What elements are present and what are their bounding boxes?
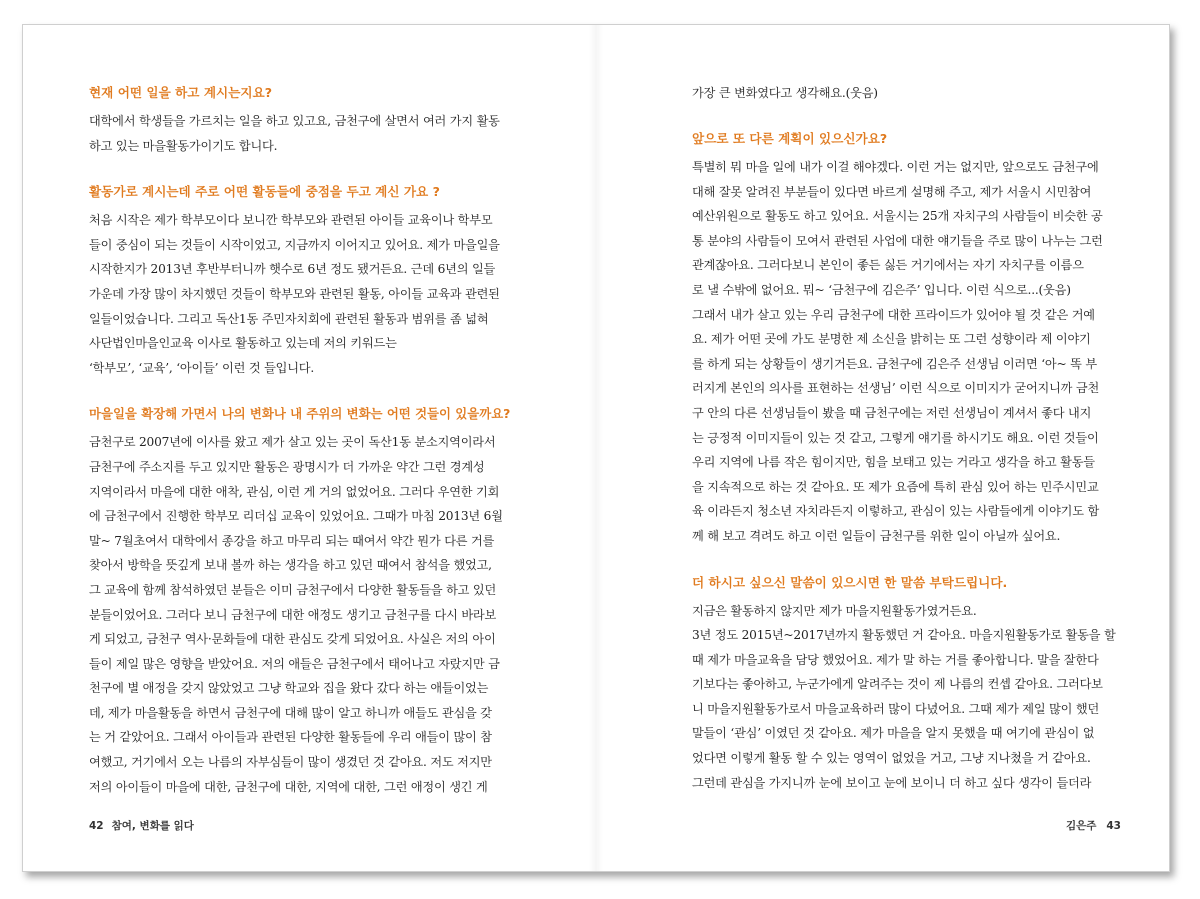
text-line: 3년 정도 2015년~2017년까지 활동했던 거 같아요. 마을지원활동가로 활동을 할 xyxy=(692,628,1116,643)
text-line: 었다면 이렇게 활동 할 수 있는 영역이 없었을 거고, 그냥 지나쳤을 거 같아요. xyxy=(692,751,1091,766)
text-line: 처음 시작은 제가 학부모이다 보니깐 학부모와 관련된 아이들 교육이나 학부모 xyxy=(89,213,493,228)
text-line: 지금은 활동하지 않지만 제가 마을지원활동가였거든요. xyxy=(692,603,977,618)
text-line: 예산위원으로 활동도 하고 있어요. 서울시는 25개 자치구의 사람들이 비슷한 공 xyxy=(692,209,1103,224)
text-line: 금천구로 2007년에 이사를 왔고 제가 살고 있는 곳이 독산1동 분소지역이라서 xyxy=(89,435,496,450)
text-line: 지역이라서 마을에 대한 애착, 관심, 이런 게 거의 없었어요. 그러다 우연한 기회 xyxy=(89,484,500,499)
answer-paragraph xyxy=(692,155,1120,549)
left-page-footer xyxy=(89,818,194,833)
page-number: 43 xyxy=(1106,820,1121,832)
left-page xyxy=(23,25,596,871)
text-line: 시작한지가 2013년 후반부터니까 햇수로 6년 정도 됐거든요. 근데 6년의 일들 xyxy=(89,262,496,277)
text-line: 말~ 7월초여서 대학에서 종강을 하고 마무리 되는 때여서 약간 뭔가 다른 거를 xyxy=(89,533,495,548)
text-line: 에 금천구에서 진행한 학부모 리더십 교육이 있었어요. 그때가 마침 2013년 6월 xyxy=(89,509,503,524)
question-heading: 앞으로 또 다른 계획이 있으신가요? xyxy=(692,131,888,146)
text-line: 께 해 보고 격려도 하고 이런 일들이 금천구를 위한 일이 아닐까 싶어요. xyxy=(692,528,1061,543)
text-line: 저의 아이들이 마을에 대한, 금천구에 대한, 지역에 대한, 그런 애정이 생긴 게 xyxy=(89,779,488,794)
text-line: 그래서 내가 살고 있는 우리 금천구에 대한 프라이드가 있어야 될 것 같은 거예 xyxy=(692,307,1095,322)
answer-paragraph xyxy=(89,109,515,158)
text-line: 하고 있는 마을활동가이기도 합니다. xyxy=(89,138,278,153)
left-page-text-column xyxy=(89,81,515,799)
book-spread xyxy=(22,24,1170,872)
text-line: 러지게 본인의 의사를 표현하는 선생님’ 이런 식으로 이미지가 굳어지니까 금천 xyxy=(692,381,1100,396)
text-line: 관계잖아요. 그러다보니 본인이 좋든 싫든 거기에서는 자기 자치구를 이름으 xyxy=(692,258,1084,273)
question-heading: 현재 어떤 일을 하고 계시는지요? xyxy=(89,85,272,100)
text-line: 분들이었어요. 그러다 보니 금천구에 대한 애정도 생기고 금천구를 다시 바라보 xyxy=(89,607,497,622)
text-line: 는 거 같았어요. 그래서 아이들과 관련된 다양한 활동들에 우리 애들이 많이 참 xyxy=(89,730,492,745)
text-line: 가장 큰 변화였다고 생각해요.(웃음) xyxy=(692,86,878,100)
text-line: 여했고, 거기에서 오는 나름의 자부심들이 많이 생겼던 것 같아요. 저도 저지만 xyxy=(89,755,492,770)
answer-paragraph xyxy=(89,208,515,380)
question-heading: 더 하시고 싶으신 말씀이 있으시면 한 말씀 부탁드립니다. xyxy=(692,574,1008,590)
text-line: 사단법인마을인교육 이사로 활동하고 있는데 저의 키워드는 xyxy=(89,336,397,351)
text-line: 게 되었고, 금천구 역사·문화들에 대한 관심도 갖게 되었어요. 사실은 저의 아이 xyxy=(89,632,496,647)
text-line: 통 분야의 사람들이 모여서 관련된 사업에 대한 얘기들을 주로 많이 나누는 그런 xyxy=(692,233,1103,248)
text-line: 대해 잘못 알려진 부분들이 있다면 바르게 설명해 주고, 제가 서울시 시민참여 xyxy=(692,184,1092,199)
text-line: ‘학부모’, ‘교육’, ‘아이들’ 이런 것 들입니다. xyxy=(89,360,315,375)
running-title: 참여, 변화를 읽다 xyxy=(111,820,194,832)
text-line: 들이 제일 많은 영향을 받았어요. 저의 애들은 금천구에서 태어나고 자랐지만 금 xyxy=(89,656,500,671)
text-line: 구 안의 다른 선생님들이 봤을 때 금천구에는 저런 선생님이 계셔서 좋다 내지 xyxy=(692,405,1092,420)
text-line: 는 긍정적 이미지들이 있는 것 같고, 그렇게 얘기를 하시기도 해요. 이런 것들이 xyxy=(692,430,1099,445)
answer-paragraph xyxy=(89,430,515,799)
right-page-text-column xyxy=(692,81,1120,795)
question-heading: 마을일을 확장해 가면서 나의 변화나 내 주위의 변화는 어떤 것들이 있을까요? xyxy=(89,406,511,422)
text-line: 육 이라든지 청소년 자치라든지 이렇하고, 관심이 있는 사람들에게 이야기도 함 xyxy=(692,504,1100,519)
text-line: 때 제가 마을교육을 담당 했었어요. 제가 말 하는 거를 좋아합니다. 말을 잘한다 xyxy=(692,652,1099,667)
text-line: 데, 제가 마을활동을 하면서 금천구에 대해 많이 알고 하니까 애들도 관심을 갖 xyxy=(89,705,492,720)
text-line: 찾아서 방학을 뜻깊게 보내 볼까 하는 생각을 하고 있던 때여서 참석을 했었고, xyxy=(89,558,492,573)
text-line: 들이 중심이 되는 것들이 시작이었고, 지금까지 이어지고 있어요. 제가 마을일을 xyxy=(89,237,500,252)
text-line: 니 마을지원활동가로서 마을교육하러 많이 다녔어요. 그때 제가 제일 많이 했던 xyxy=(692,701,1100,716)
text-line: 우리 지역에 나름 작은 힘이지만, 힘을 보태고 있는 거라고 생각을 하고 활동들 xyxy=(692,455,1095,470)
text-line: 로 낼 수밖에 없어요. 뭐~ ‘금천구에 김은주’ 입니다. 이런 식으로...(웃음) xyxy=(692,282,1071,297)
text-line: 기보다는 좋아하고, 누군가에게 알려주는 것이 제 나름의 컨셉 같아요. 그러다보 xyxy=(692,677,1103,692)
answer-paragraph xyxy=(692,599,1120,796)
text-line: 를 하게 되는 상황들이 생기거든요. 금천구에 김은주 선생님 이러면 ‘아~ 똑 부 xyxy=(692,356,1097,371)
running-title: 김은주 xyxy=(1065,820,1097,832)
question-heading: 활동가로 계시는데 주로 어떤 활동들에 중점을 두고 계신 가요 ? xyxy=(89,184,440,200)
page-number: 42 xyxy=(89,820,104,832)
text-line: 요. 제가 어떤 곳에 가도 분명한 제 소신을 밝히는 또 그런 성향이라 제 이야기 xyxy=(692,332,1091,347)
text-line: 특별히 뭐 마을 일에 내가 이걸 해야겠다. 이런 거는 없지만, 앞으로도 금천구에 xyxy=(692,160,1099,174)
text-line: 말들이 ‘관심’ 이였던 것 같아요. 제가 마을을 알지 못했을 때 여기에 관심이 없 xyxy=(692,726,1095,741)
text-line: 대학에서 학생들을 가르치는 일을 하고 있고요, 금천구에 살면서 여러 가지 활동 xyxy=(89,114,500,128)
text-line: 을 지속적으로 하는 것 같아요. 또 제가 요즘에 특히 관심 있어 하는 민주시민교 xyxy=(692,479,1099,494)
right-page-footer xyxy=(1066,818,1121,833)
answer-paragraph-continued xyxy=(692,81,1120,105)
text-line: 그 교육에 함께 참석하였던 분들은 이미 금천구에서 다양한 활동들을 하고 있던 xyxy=(89,582,497,597)
text-line: 천구에 별 애정을 갖지 않았었고 그냥 학교와 집을 왔다 갔다 하는 애들이었는 xyxy=(89,681,489,696)
right-page xyxy=(596,25,1169,871)
text-line: 금천구에 주소지를 두고 있지만 활동은 광명시가 더 가까운 약간 그런 경계성 xyxy=(89,459,485,474)
text-line: 일들이었습니다. 그리고 독산1동 주민자치회에 관련된 활동과 범위를 좀 넓혀 xyxy=(89,311,489,326)
text-line: 가운데 가장 많이 차지했던 것들이 학부모와 관련된 활동, 아이들 교육과 관련된 xyxy=(89,286,500,301)
text-line: 그런데 관심을 가지니까 눈에 보이고 눈에 보이니 더 하고 싶다 생각이 들더라 xyxy=(692,775,1092,790)
